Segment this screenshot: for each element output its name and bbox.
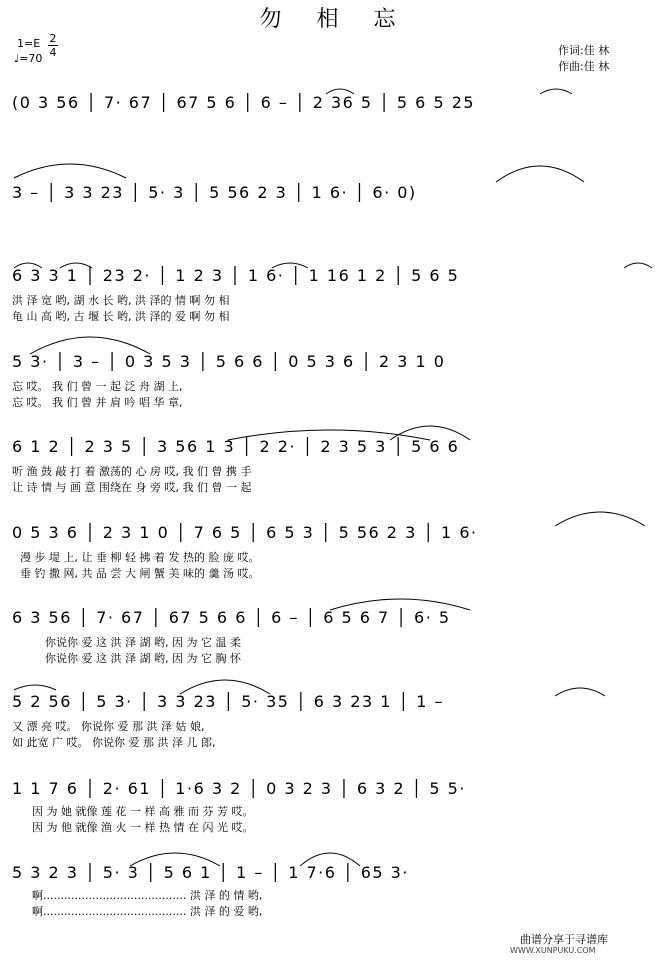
lyric-row-10-verse2: 啊......................................... 洪 泽 的 爱 哟, xyxy=(32,905,263,918)
lyricist-credit: 作词:佳 林 xyxy=(558,44,610,57)
score-row-4: 5 3· │ 3 – │ 0 3 5 3 │ 5 6 6 │ 0 5 3 6 │ 2 3 1 0 xyxy=(12,352,446,371)
slur xyxy=(300,853,360,866)
slur xyxy=(228,430,430,440)
slur xyxy=(555,688,605,696)
lyric-row-4-verse2: 忘 哎。 我 们 曾 并 肩 吟 唱 华 章, xyxy=(12,396,183,409)
score-row-6: 0 5 3 6 │ 2 3 1 0 │ 7 6 5 │ 6 5 3 │ 5 56 2 3 │ 1 6· xyxy=(12,523,478,542)
score-row-5: 6 1 2 │ 2 3 5 │ 3 56 1 3 │ 2 2· │ 2 3 5 3 │ 5 6 6 xyxy=(12,437,460,456)
time-bottom: 4 xyxy=(49,46,57,59)
slur xyxy=(272,263,308,268)
slur xyxy=(555,512,645,526)
slur xyxy=(14,263,42,268)
score-row-2: 3 – │ 3 3 23 │ 5· 3 │ 5 56 2 3 │ 1 6· │ 6· 0) xyxy=(12,183,417,202)
slur xyxy=(30,337,150,354)
lyric-row-4-verse1: 忘 哎。 我 们 曾 一 起 泛 舟 湖 上, xyxy=(12,380,183,393)
lyric-row-5-verse1: 听 渔 鼓 敲 打 着 激荡的 心 房 哎, 我 们 曾 携 手 xyxy=(12,465,252,478)
lyric-row-10-verse1: 啊......................................... 洪 泽 的 情 哟, xyxy=(32,889,263,902)
lyric-row-5-verse2: 让 诗 情 与 画 意 围绕在 身 旁 哎, 我 们 曾 一 起 xyxy=(12,481,252,494)
composer-credit: 作曲:佳 林 xyxy=(558,60,610,73)
slur xyxy=(180,680,270,694)
slur xyxy=(540,89,572,94)
score-row-7: 6 3 56 │ 7· 67 │ 67 5 6 6 │ 6 – │ 6 5 6 7 │ 6· 5 xyxy=(12,608,451,627)
slur xyxy=(14,164,126,178)
score-row-1: (0 3 56 │ 7· 67 │ 67 5 6 │ 6 – │ 2 36 5 │ 5 6 5 25 xyxy=(12,93,476,112)
slur xyxy=(14,685,56,690)
lyric-row-7-verse1: 你说你 爱 这 洪 泽 湖 哟, 因 为 它 温 柔 xyxy=(45,636,241,649)
key-signature: 1=E xyxy=(17,37,41,50)
slur xyxy=(60,263,92,268)
footer-text: 曲谱分享于寻谱库 xyxy=(520,933,608,946)
score-row-10: 5 3 2 3 │ 5· 3 │ 5 6 1 │ 1 – │ 1 7·6 │ 65 3· xyxy=(12,863,409,882)
score-row-8: 5 2 56 │ 5 3· │ 3 3 23 │ 5· 35 │ 6 3 23 1 │ 1 – xyxy=(12,692,444,711)
slur xyxy=(496,166,584,182)
time-top: 2 xyxy=(49,32,57,45)
slur xyxy=(390,426,470,440)
song-title: 勿 相 忘 xyxy=(259,7,410,32)
slur xyxy=(624,263,652,268)
score-row-3: 6 3 3 1 │ 23 2· │ 1 2 3 │ 1 6· │ 1 16 1 2 │ 5 6 5 xyxy=(12,266,460,285)
lyric-row-6-verse1: 漫 步 堤 上, 让 垂 柳 轻 拂 着 发 热的 脸 庞 哎。 xyxy=(20,551,260,564)
slur xyxy=(130,853,220,866)
lyric-row-3-verse2: 龟 山 高 哟, 古 堰 长 哟, 洪 泽的 爱 啊 勿 相 xyxy=(12,310,230,323)
lyric-row-7-verse2: 你说你 爱 这 洪 泽 湖 哟, 因 为 它 胸 怀 xyxy=(45,652,241,665)
footer-url[interactable]: WWW.XUNPUKU.COM xyxy=(510,946,596,955)
slur xyxy=(330,599,470,610)
lyric-row-9-verse1: 因 为 她 就像 莲 花 一 样 高 雅 而 芬 芳 哎。 xyxy=(32,805,254,818)
lyric-row-6-verse2: 垂 钓 撒 网, 共 品 尝 大 闸 蟹 美 味的 羹 汤 哎。 xyxy=(20,567,260,580)
tempo-marking: ♩=70 xyxy=(14,52,43,65)
slur xyxy=(326,89,354,94)
score-row-9: 1 1 7 6 │ 2· 61 │ 1·6 3 2 │ 0 3 2 3 │ 6 3 2 │ 5 5· xyxy=(12,779,466,798)
lyric-row-8-verse2: 如 此宽 广 哎。 你说你 爱 那 洪 泽 儿 郎, xyxy=(12,736,216,749)
lyric-row-8-verse1: 又 漂 亮 哎。 你说你 爱 那 洪 泽 姑 娘, xyxy=(12,720,205,733)
lyric-row-9-verse2: 因 为 他 就像 渔 火 一 样 热 情 在 闪 光 哎。 xyxy=(32,821,254,834)
lyric-row-3-verse1: 洪 泽 宽 哟, 湖 水 长 哟, 洪 泽的 情 啊 勿 相 xyxy=(12,294,230,307)
